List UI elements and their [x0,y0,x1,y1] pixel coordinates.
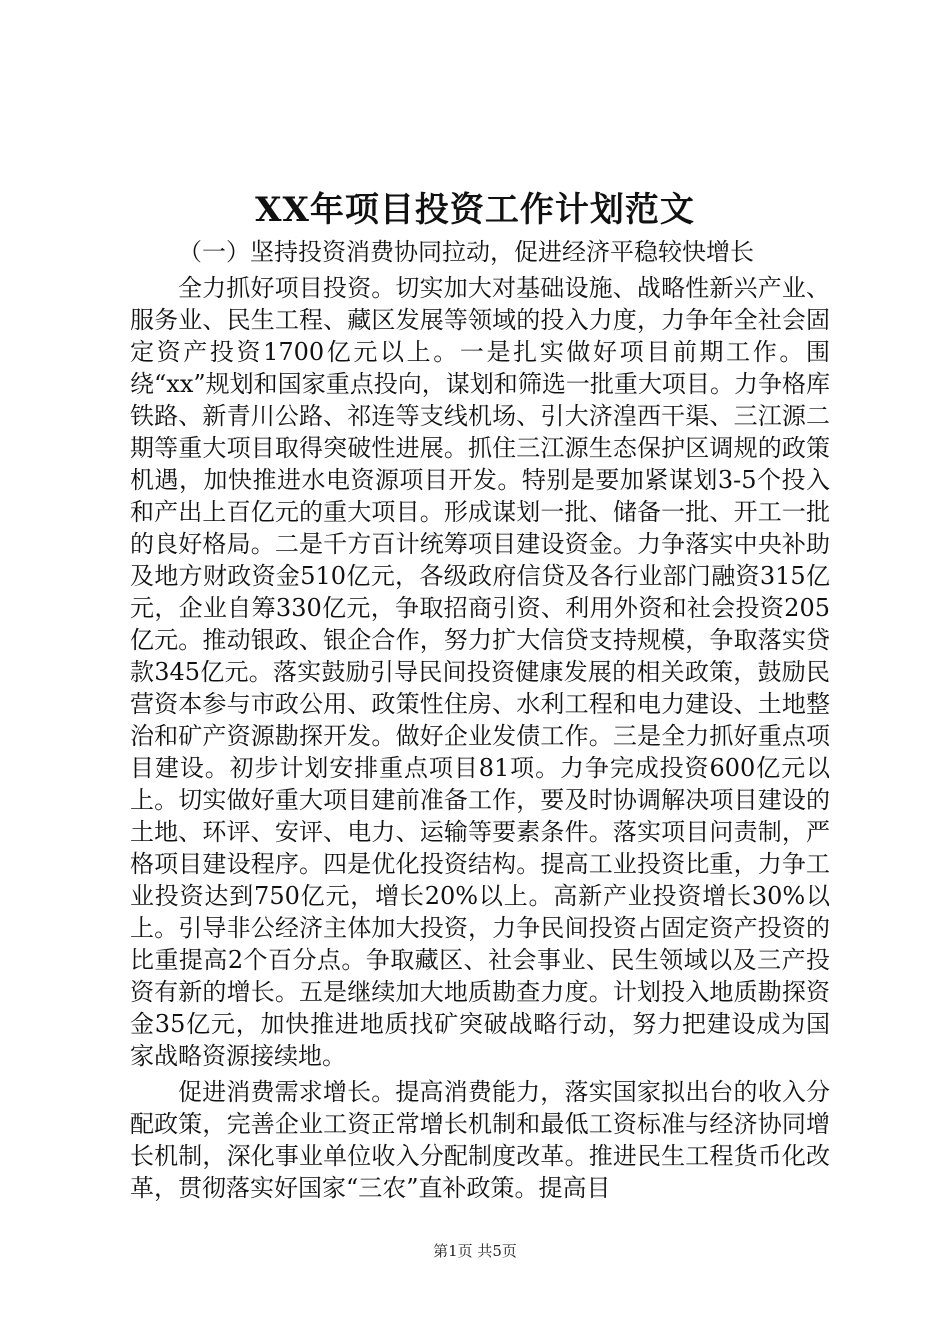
document-body [130,236,830,1204]
document-title: XX年项目投资工作计划范文 [255,190,695,230]
paragraph-project-investment: 全力抓好项目投资。切实加大对基础设施、战略性新兴产业、服务业、民生工程、藏区发展等领域的投入力度，力争年全社会固定资产投资1700亿元以上。一是扎实做好项目前期工作。围绕“xx”规划和国家重点投向，谋划和筛选一批重大项目。力争格库铁路、新青川公路、祁连等支线机场、引大济湟西干渠、三江源二期等重大项目取得突破性进展。抓住三江源生态保护区调规的政策机遇，加快推进水电资源项目开发。特别是要加紧谋划3-5个投入和产出上百亿元的重大项目。形成谋划一批、储备一批、开工一批的良好格局。二是千方百计统筹项目建设资金。力争落实中央补助及地方财政资金510亿元，各级政府信贷及各行业部门融资315亿元，企业自筹330亿元，争取招商引资、利用外资和社会投资205亿元。推动银政、银企合作，努力扩大信贷支持规模，争取落实贷款345亿元。落实鼓励引导民间投资健康发展的相关政策，鼓励民营资本参与市政公用、政策性住房、水利工程和电力建设、土地整治和矿产资源勘探开发。做好企业发债工作。三是全力抓好重点项目建设。初步计划安排重点项目81项。力争完成投资600亿元以上。切实做好重大项目建前准备工作，要及时协调解决项目建设的土地、环评、安评、电力、运输等要素条件。落实项目问责制，严格项目建设程序。四是优化投资结构。提高工业投资比重，力争工业投资达到750亿元，增长20%以上。高新产业投资增长30%以上。引导非公经济主体加大投资，力争民间投资占固定资产投资的比重提高2个百分点。争取藏区、社会事业、民生领域以及三产投资有新的增长。五是继续加大地质勘查力度。计划投入地质勘探资金35亿元，加快推进地质找矿突破战略行动，努力把建设成为国家战略资源接续地。 [130,274,830,1070]
page-footer: 第1页 共5页 [433,1242,517,1260]
paragraph-consumption-demand: 促进消费需求增长。提高消费能力，落实国家拟出台的收入分配政策，完善企业工资正常增长机制和最低工资标准与经济协同增长机制，深化事业单位收入分配制度改革。推进民生工程货币化改革，贯彻落实好国家“三农”直补政策。提高目 [130,1078,830,1202]
section-heading: （一）坚持投资消费协同拉动，促进经济平稳较快增长 [178,238,754,266]
